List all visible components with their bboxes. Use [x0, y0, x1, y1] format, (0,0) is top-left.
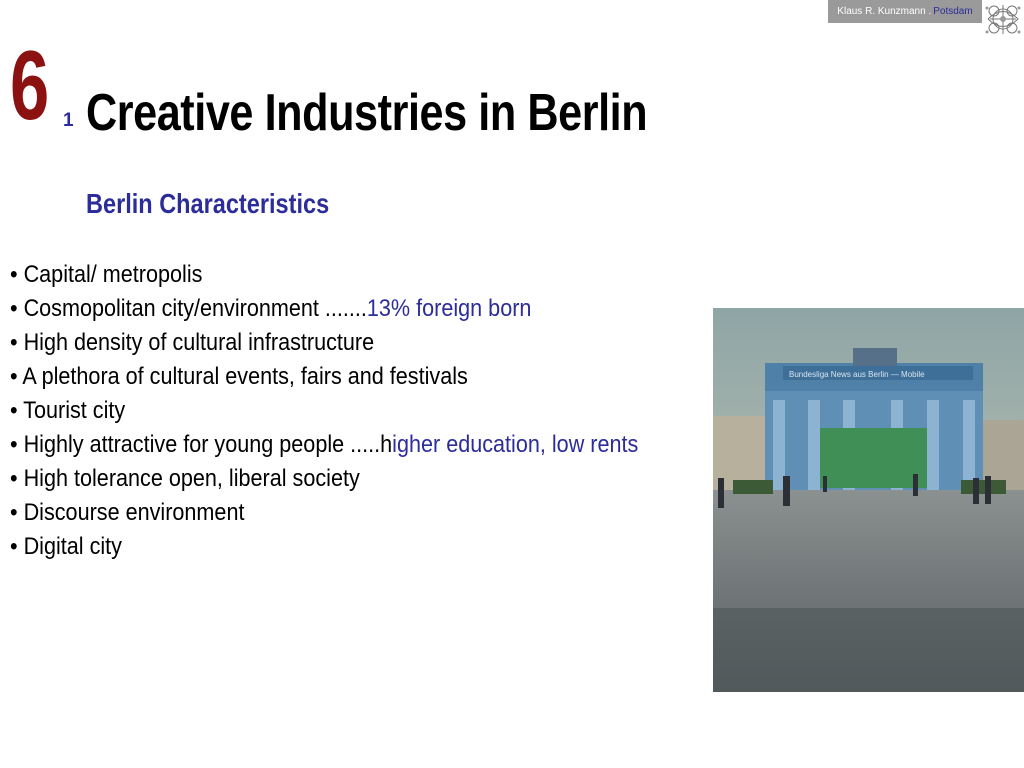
brandenburg-gate-photo — [713, 308, 1024, 692]
list-item: • A plethora of cultural events, fairs and festivals — [10, 363, 468, 390]
author-tag — [828, 0, 982, 23]
list-item: • Discourse environment — [10, 499, 245, 526]
list-item: • Capital/ metropolis — [10, 261, 203, 288]
list-item: • Digital city — [10, 533, 122, 560]
university-seal-logo — [982, 0, 1024, 40]
list-item: • High tolerance open, liberal society — [10, 465, 360, 492]
photo-banner-text: Bundesliga News aus Berlin — Mobile — [789, 370, 925, 379]
author-city: Potsdam — [933, 6, 973, 17]
author-name: Klaus R. Kunzmann . — [837, 6, 932, 17]
chapter-subnumber: 1 — [63, 110, 74, 131]
list-item: • High density of cultural infrastructure — [10, 329, 375, 356]
list-item: • Cosmopolitan city/environment .......13% foreign born — [10, 295, 532, 322]
section-heading: Berlin Characteristics — [86, 188, 330, 219]
list-item: • Tourist city — [10, 397, 126, 424]
list-item: • Highly attractive for young people .....higher education, low rents — [10, 431, 639, 458]
chapter-number: 6 — [10, 30, 48, 140]
page-title: Creative Industries in Berlin — [86, 84, 648, 142]
characteristics-list — [10, 258, 638, 564]
